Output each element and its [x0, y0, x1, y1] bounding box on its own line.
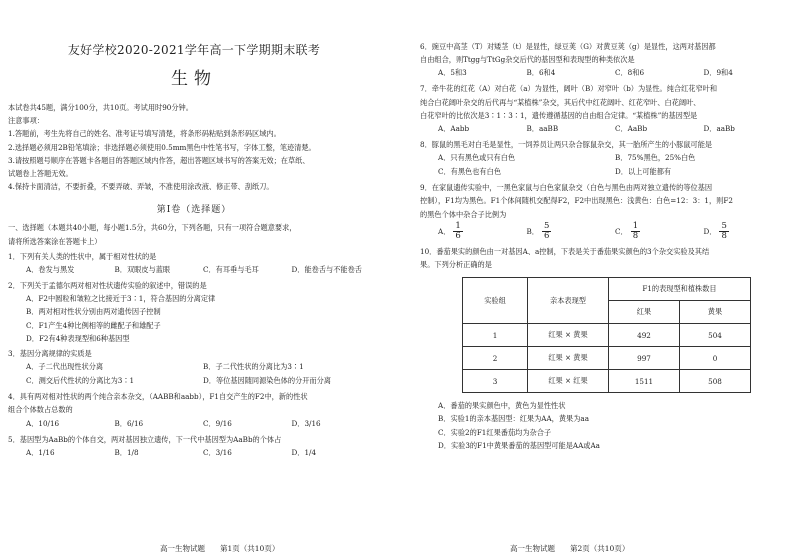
question-stem: 2．下列关于孟德尔两对相对性状遗传实验的叙述中，错误的是 — [8, 281, 207, 291]
cell-parent: 红果 × 黄果 — [528, 347, 609, 370]
option-c: C．9/16 — [203, 418, 232, 428]
question-item — [8, 250, 380, 277]
question-item — [8, 279, 380, 345]
note-line: 2.选择题必须用2B铅笔填涂；非选择题必须使用0.5mm黑色中性笔书写，字体工整，笔迹清楚。 — [8, 142, 316, 152]
cross-results-table — [462, 277, 751, 393]
header-f1: F1的表现型和植株数目 — [609, 278, 751, 301]
note-line: 3.请按照题号顺序在答题卡各题目的答题区域内作答，超出答题区域书写的答案无效；在草纸、 — [8, 155, 310, 165]
option-a: A．番茄的果实颜色中，黄色为显性性状 — [438, 401, 566, 411]
question-stem: 控制），F1均为黑色。F1个体间随机交配得F2，F2中出现黑色：浅黄色：白色=12：3：1，则F2 — [420, 196, 733, 206]
section-intro-line: 一、选择题（本题共40小题，每小题1.5分，共60分，下列各题，只有一项符合题意要求， — [8, 223, 297, 233]
option-c: C．有黑色也有白色 — [438, 167, 502, 177]
option-d: D． $\frac{5}{8}$ — [703, 221, 727, 242]
option-row — [420, 165, 792, 179]
cell-yellow: 0 — [680, 347, 751, 370]
question-item — [420, 40, 792, 80]
question-stem: 纯合白花阔叶杂交的后代再与“某植株”杂交，其后代中红花阔叶、红花窄叶、白花阔叶、 — [420, 97, 701, 107]
option-row — [420, 151, 792, 165]
option-b: B． $\frac{5}{6}$ — [526, 221, 550, 242]
question-stem: 果。下列分析正确的是 — [420, 260, 492, 270]
option-c: C．8和6 — [615, 68, 645, 78]
option-a: A．10/16 — [26, 418, 60, 428]
option-d: D．9和4 — [703, 68, 733, 78]
cell-parent: 红果 × 红果 — [528, 370, 609, 393]
cell-red: 492 — [609, 324, 680, 347]
question-stem: 9．在家鼠遗传实验中，一黑色家鼠与白色家鼠杂交（白色与黑色由两对独立遗传的等位基因 — [420, 183, 713, 193]
left-question-list — [8, 250, 380, 460]
option-a: A．Aabb — [438, 124, 470, 134]
note-line: 4.保持卡面清洁，不要折叠，不要弄破、弄皱，不准使用涂改液、修正带、刮纸刀。 — [8, 182, 274, 192]
option-b: B．两对相对性状分别由两对遗传因子控制 — [26, 307, 161, 317]
cell-red: 1511 — [609, 370, 680, 393]
header-red: 红果 — [609, 301, 680, 324]
option-a: A．1/16 — [26, 447, 55, 457]
option-b: B．实验1的亲本基因型：红果为AA，黄果为aa — [438, 414, 589, 424]
option-a: A．5和3 — [438, 68, 467, 78]
option-row — [8, 360, 380, 374]
question-stem: 自由组合，则Ttgg与TtGg杂交后代的基因型和表现型的种类依次是 — [420, 55, 635, 65]
option-b: B．6和4 — [526, 68, 556, 78]
table-row — [463, 324, 751, 347]
option-b: B．1/8 — [114, 447, 139, 457]
cell-yellow: 508 — [680, 370, 751, 393]
page-footer-right: 高一生物试题 第2页（共10页） — [510, 544, 630, 553]
option-c: C．3/16 — [203, 447, 232, 457]
question-stem: 1．下列有关人类的性状中，属于相对性状的是 — [8, 251, 157, 261]
question-stem: 10．番茄果实的颜色由一对基因A、a控制，下表是关于番茄果实颜色的3个杂交实验及其结 — [420, 246, 710, 256]
option-row — [8, 417, 380, 431]
option-a: A．子二代出现性状分离 — [26, 362, 104, 372]
section-title: 第Ⅰ卷（选择题） — [156, 205, 232, 216]
cell-group: 2 — [463, 347, 528, 370]
option-b: B．6/16 — [114, 418, 144, 428]
option-d: D．aaBb — [703, 124, 735, 134]
question-item — [420, 82, 792, 136]
option-d: D．等位基因随同源染色体的分开而分离 — [203, 376, 331, 386]
cell-group: 3 — [463, 370, 528, 393]
option-a: A．F2中圆粒和皱粒之比接近于3∶1，符合基因的分离定律 — [26, 294, 216, 304]
header-group: 实验组 — [463, 278, 528, 324]
option-d: D．以上可能都有 — [615, 167, 672, 177]
cell-parent: 红果 × 黄果 — [528, 324, 609, 347]
option-d: D．F2有4种表现型和6种基因型 — [26, 333, 130, 343]
option-row — [420, 66, 792, 80]
option-c: C．AaBb — [615, 124, 648, 134]
subject-title: 生物 — [171, 69, 217, 89]
question-10 — [420, 245, 792, 452]
cell-yellow: 504 — [680, 324, 751, 347]
question-item — [8, 390, 380, 430]
fraction-options — [420, 221, 792, 243]
right-page — [420, 0, 792, 560]
left-page — [8, 0, 380, 560]
table-row — [463, 370, 751, 393]
question-item — [8, 347, 380, 388]
section-intro-line: 请将所选答案涂在答题卡上） — [8, 236, 102, 246]
option-a: A． $\frac{1}{6}$ — [438, 221, 461, 242]
question-stem: 6．豌豆中高茎（T）对矮茎（t）是显性，绿豆荚（G）对黄豆荚（g）是显性，这两对基因都 — [420, 42, 716, 51]
option-b: B．子二代性状的分离比为3∶1 — [203, 362, 304, 372]
question-stem: 5．基因型为AaBb的个体自交，两对基因独立遗传，下一代中基因型为AaBb的个体占 — [8, 434, 282, 444]
option-c: C．有耳垂与毛耳 — [203, 265, 259, 275]
option-c: C．测交后代性状的分离比为3∶1 — [26, 376, 135, 386]
question-stem: 8．豚鼠的黑毛对白毛是显性，一饲养员让两只杂合豚鼠杂交，其一胎所产生的小豚鼠可能是 — [420, 140, 713, 150]
option-row — [420, 122, 792, 136]
option-d: D．3/16 — [291, 418, 321, 428]
option-a: A．只有黑色或只有白色 — [438, 153, 516, 163]
notes-title: 注意事项： — [8, 116, 44, 126]
option-d: D．1/4 — [291, 447, 317, 457]
option-c: C．实验2的F1红果番茄均为杂合子 — [438, 427, 552, 437]
page-footer-left: 高一生物试题 第1页（共10页） — [160, 544, 280, 553]
option-row — [8, 374, 380, 388]
question-stem: 白花窄叶的比依次是3∶1∶3∶1，遗传遵循基因的自由组合定律。“某植株”的基因型是 — [420, 110, 698, 120]
option-c: C． $\frac{1}{8}$ — [615, 221, 639, 242]
question-stem: 组合个体数占总数的 — [8, 405, 73, 415]
option-b: B．aaBB — [526, 124, 559, 134]
right-question-list — [420, 40, 792, 179]
note-line: 试题卷上答题无效。 — [8, 169, 73, 179]
exam-title: 友好学校2020-2021学年高一下学期期末联考 — [67, 43, 321, 57]
question-stem: 3．基因分离规律的实质是 — [8, 349, 92, 359]
option-b: B．75%黑色，25%白色 — [615, 153, 696, 163]
option-row — [8, 263, 380, 277]
question-item — [420, 138, 792, 179]
question-item — [8, 433, 380, 460]
option-b: B．双眼皮与蓝眼 — [114, 265, 171, 275]
question-9 — [420, 181, 792, 243]
option-a: A．卷发与黑发 — [26, 265, 75, 275]
option-d: D．实验3的F1中黄果番茄的基因型可能是AA或Aa — [438, 440, 600, 450]
note-line: 1.答题前，考生先将自己的姓名、准考证号填写清楚，将条形码粘贴到条形码区域内。 — [8, 129, 281, 139]
cell-red: 997 — [609, 347, 680, 370]
question-stem: 4．具有两对相对性状的两个纯合亲本杂交，（AABB和aabb），F1自交产生的F2中，新的性状 — [8, 392, 308, 402]
instructions — [8, 101, 380, 193]
question-stem: 的黑色个体中杂合子比例为 — [420, 209, 507, 219]
option-c: C．F1产生4种比例相等的雌配子和雄配子 — [26, 320, 161, 330]
option-row — [8, 446, 380, 460]
header-yellow: 黄果 — [680, 301, 751, 324]
intro-line: 本试卷共45题，满分100分，共10页。考试用时90分钟。 — [8, 103, 193, 112]
table-row — [463, 347, 751, 370]
header-parent: 亲本表现型 — [528, 278, 609, 324]
cell-group: 1 — [463, 324, 528, 347]
question-stem: 7．牵牛花的红花（A）对白花（a）为显性，阔叶（B）对窄叶（b）为显性。纯合红花窄叶和 — [420, 84, 718, 94]
option-d: D．能卷舌与不能卷舌 — [291, 265, 362, 275]
